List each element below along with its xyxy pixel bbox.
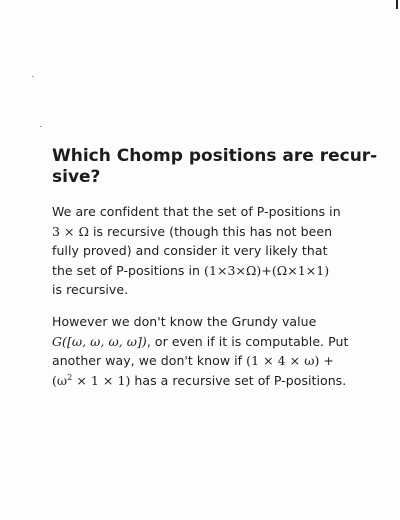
heading-line-1: Which Chomp positions are recur- (52, 146, 378, 166)
text-line (52, 241, 372, 261)
paragraph-grundy-value (52, 312, 372, 390)
text-run: has a recursive set of P-positions. (130, 372, 347, 388)
text-run: the set of P-positions in (52, 262, 205, 278)
text-run: is recursive (though this has not been (89, 223, 333, 239)
scan-edge-mark (396, 0, 398, 9)
math-expression: (ω (52, 372, 68, 388)
scan-speck (40, 126, 42, 127)
text-run: another way, we don't know if (52, 353, 247, 368)
text-line (52, 261, 372, 281)
text-line (52, 280, 372, 300)
text-line (52, 351, 372, 371)
math-expression: (1 × 4 × ω) + (246, 353, 334, 368)
section-heading (52, 146, 378, 188)
text-run: However we don't know the Grundy value (52, 314, 317, 329)
text-line (52, 312, 372, 332)
math-expression: (1×3×Ω)+(Ω×1×1) (204, 262, 330, 278)
text-run: is recursive. (52, 282, 129, 297)
text-line (52, 202, 372, 222)
text-run: We are confident that the set of P-positions in (52, 204, 341, 219)
math-superscript: 2 (67, 372, 73, 382)
text-line (52, 222, 372, 242)
text-run: , or even if it is computable. Put (146, 333, 349, 349)
text-run: fully proved) and consider it very likely that (52, 243, 328, 258)
text-line (52, 371, 372, 391)
math-expression: × 1 × 1) (72, 372, 131, 388)
math-expression: G([ω, ω, ω, ω]) (52, 333, 147, 349)
math-expression: 3 × Ω (52, 223, 89, 239)
text-line (52, 332, 372, 352)
heading-line-2: sive? (52, 167, 101, 187)
scan-speck (32, 76, 34, 77)
paragraph-p-positions (52, 202, 372, 300)
